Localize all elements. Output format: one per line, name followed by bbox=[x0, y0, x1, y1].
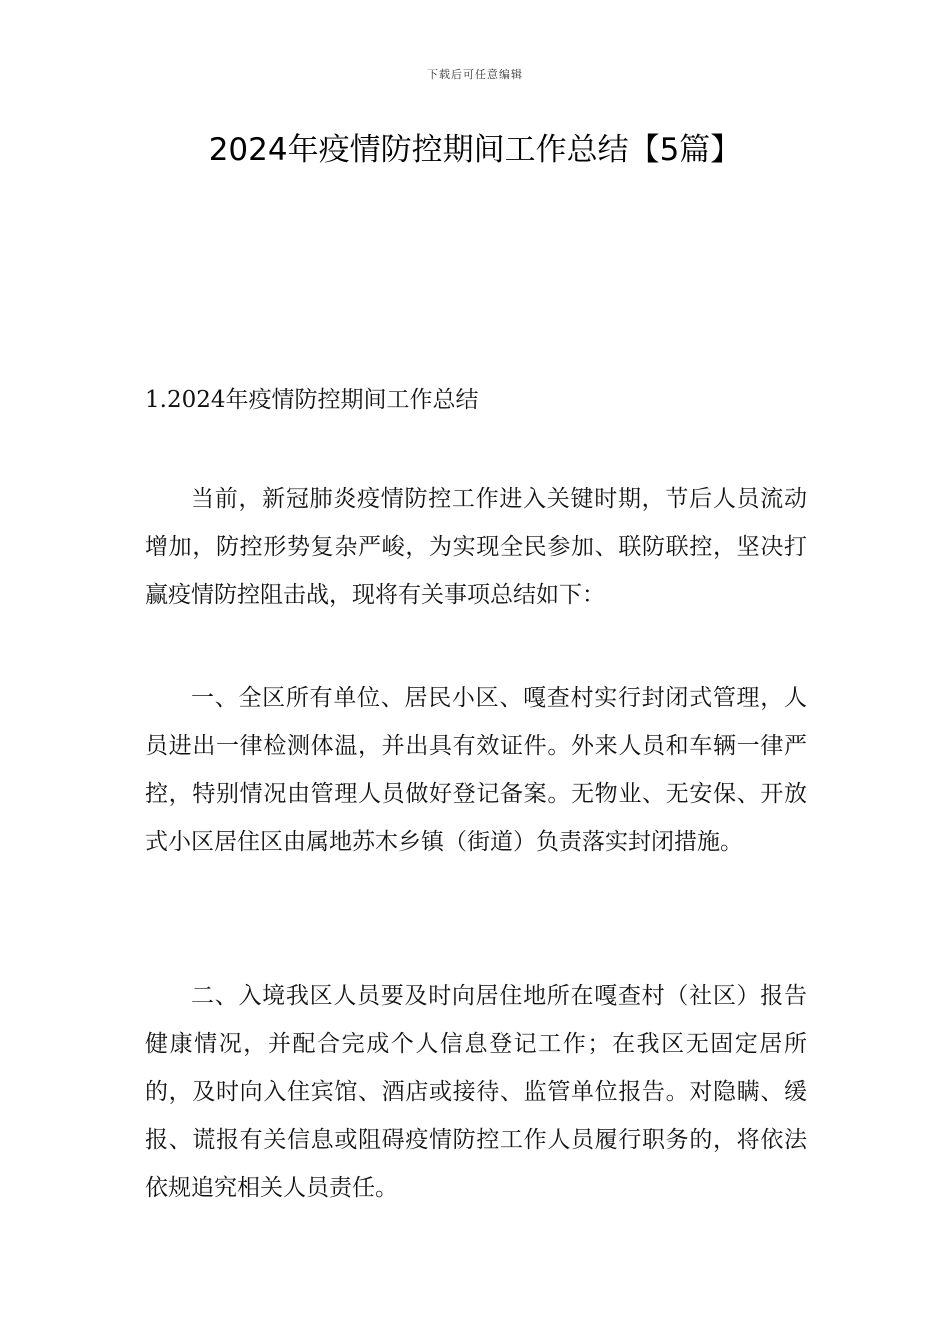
paragraph-item-two: 二、入境我区人员要及时向居住地所在嘎查村（社区）报告健康情况，并配合完成个人信息登记工作；在我区无固定居所的，及时向入住宾馆、酒店或接待、监管单位报告。对隐瞒、缓报、谎报有关信息或阻碍疫情防控工作人员履行职务的，将依法依规追究相关人员责任。 bbox=[145, 983, 807, 1201]
section-heading: 1.2024年疫情防控期间工作总结 bbox=[145, 387, 479, 413]
paragraph-intro: 当前，新冠肺炎疫情防控工作进入关键时期，节后人员流动增加，防控形势复杂严峻，为实现全民参加、联防联控，坚决打赢疫情防控阻击战，现将有关事项总结如下： bbox=[145, 486, 807, 608]
document-title: 2024年疫情防控期间工作总结【5篇】 bbox=[208, 132, 742, 168]
page-header-note: 下载后可任意编辑 bbox=[427, 68, 523, 81]
paragraph-item-one: 一、全区所有单位、居民小区、嘎查村实行封闭式管理，人员进出一律检测体温，并出具有效证件。外来人员和车辆一律严控，特别情况由管理人员做好登记备案。无物业、无安保、开放式小区居住区由属地苏木乡镇（街道）负责落实封闭措施。 bbox=[145, 685, 807, 855]
